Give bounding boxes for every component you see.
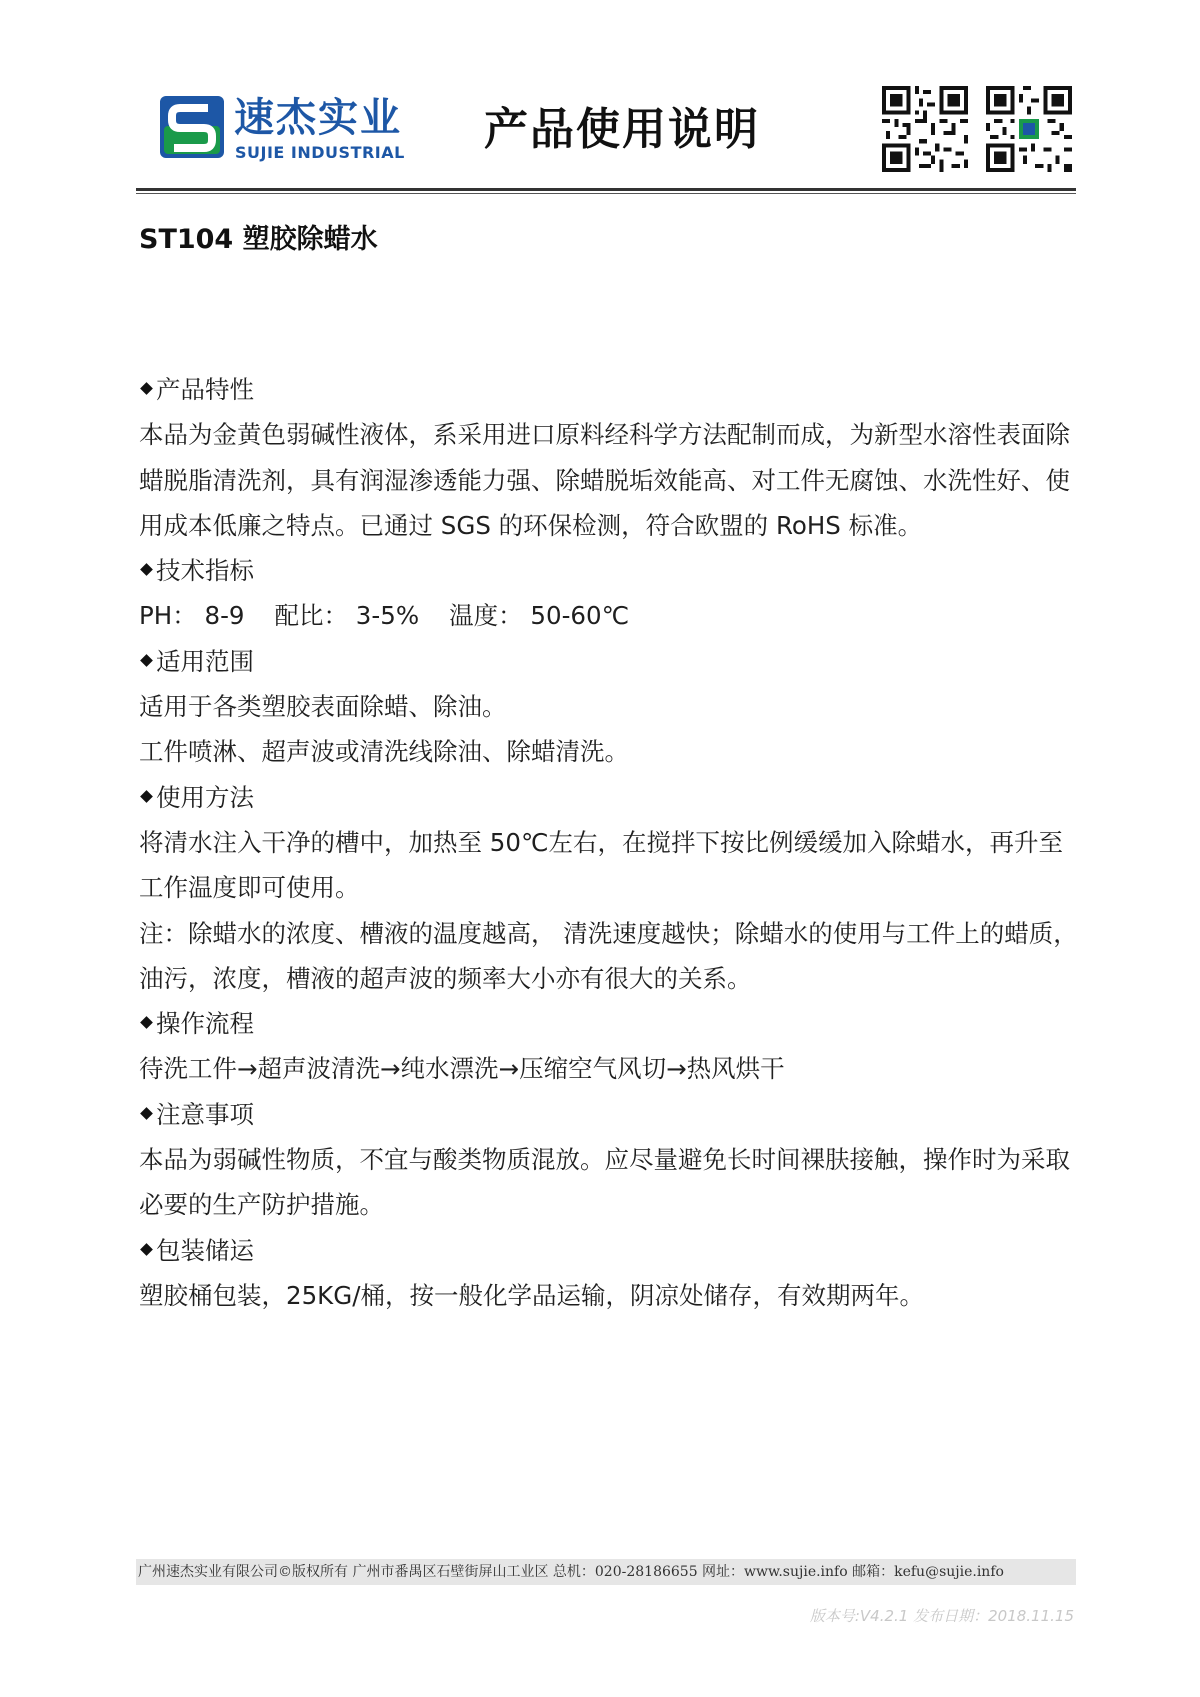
section-heading: 操作流程 — [139, 1001, 1079, 1046]
document-header — [136, 82, 1076, 190]
footer-bar — [136, 1559, 1076, 1585]
header-divider-thin — [136, 193, 1076, 194]
diamond-bullet-icon — [140, 654, 153, 667]
section-paragraph: 注：除蜡水的浓度、槽液的温度越高， 清洗速度越快；除蜡水的使用与工件上的蜡质，油污，浓度，槽液的超声波的频率大小亦有很大的关系。 — [139, 918, 1078, 993]
section-paragraph: 本品为金黄色弱碱性液体，系采用进口原料经科学方法配制而成，为新型水溶性表面除蜡脱脂清洗剂，具有润湿渗透能力强、除蜡脱垢效能高、对工件无腐蚀、水洗性好、使用成本低廉之特点。已通过 SGS 的环保检测，符合欧盟的 RoHS 标准。 — [139, 420, 1070, 540]
section-heading: 产品特性 — [139, 367, 1079, 412]
section-paragraph: 适用于各类塑胶表面除蜡、除油。 — [139, 692, 507, 722]
section-paragraph: 塑胶桶包装，25KG/桶，按一般化学品运输，阴凉处储存，有效期两年。 — [139, 1280, 924, 1310]
company-logo — [160, 94, 410, 166]
section-heading: 注意事项 — [139, 1092, 1079, 1137]
spec-temperature: 温度： 50-60℃ — [449, 601, 630, 631]
document-body — [139, 367, 1079, 1318]
diamond-bullet-icon — [140, 382, 153, 395]
section-paragraph: 待洗工件→超声波清洗→纯水漂洗→压缩空气风切→热风烘干 — [139, 1054, 785, 1084]
section-heading: 包装储运 — [139, 1228, 1079, 1273]
footer-company-info: 广州速杰实业有限公司©版权所有 广州市番禺区石壁街屏山工业区 总机：020-28186655 网址：www.sujie.info 邮箱：kefu@sujie.info — [138, 1564, 1004, 1580]
section-heading: 技术指标 — [139, 548, 1079, 593]
version-stamp: 版本号:V4.2.1 发布日期：2018.11.15 — [809, 1607, 1074, 1625]
section-heading: 使用方法 — [139, 775, 1079, 820]
sujie-logo-icon — [160, 96, 224, 158]
section-paragraph: 工件喷淋、超声波或清洗线除油、除蜡清洗。 — [139, 737, 629, 767]
diamond-bullet-icon — [140, 790, 153, 803]
diamond-bullet-icon — [140, 563, 153, 576]
diamond-bullet-icon — [140, 1243, 153, 1256]
diamond-bullet-icon — [140, 1107, 153, 1120]
spec-ph: PH： 8-9 — [139, 601, 245, 631]
header-divider — [136, 188, 1076, 191]
section-paragraph: 将清水注入干净的槽中，加热至 50℃左右，在搅拌下按比例缓缓加入除蜡水，再升至工作温度即可使用。 — [139, 827, 1063, 903]
spec-ratio: 配比： 3-5% — [274, 601, 420, 631]
diamond-bullet-icon — [140, 1016, 153, 1029]
qr-code-icon — [986, 86, 1072, 172]
product-title: ST104 塑胶除蜡水 — [139, 224, 378, 255]
document-title: 产品使用说明 — [484, 104, 760, 155]
qr-code-icon — [882, 86, 968, 172]
spec-line — [139, 593, 1079, 638]
section-paragraph: 本品为弱碱性物质，不宜与酸类物质混放。应尽量避免长时间裸肤接触，操作时为采取必要的生产防护措施。 — [139, 1145, 1070, 1220]
logo-chinese-name: 速杰实业 — [234, 95, 402, 141]
logo-english-name: SUJIE INDUSTRIAL — [235, 143, 405, 162]
section-heading: 适用范围 — [139, 639, 1079, 684]
